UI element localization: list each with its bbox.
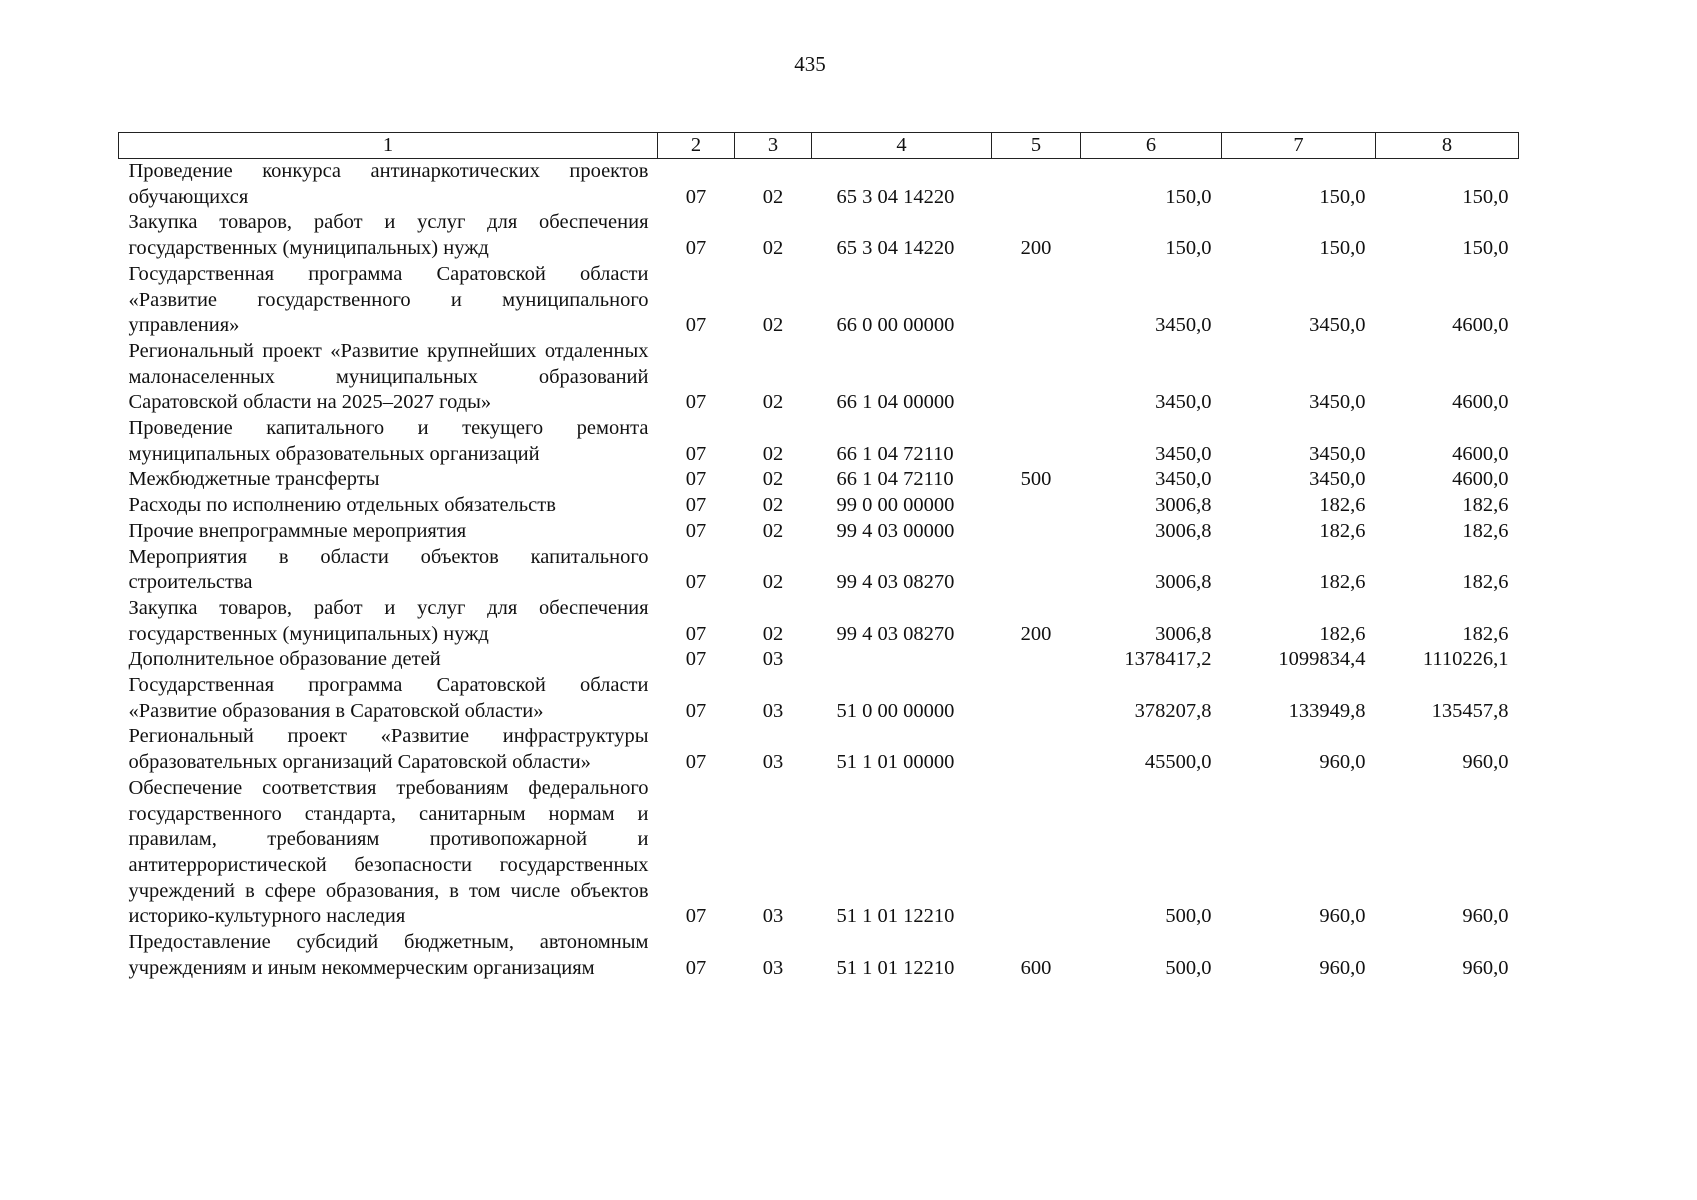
row-subsection: 03	[762, 905, 784, 928]
row-subsection: 02	[762, 237, 784, 260]
row-subsection: 02	[762, 391, 784, 414]
row-target-article: 66 1 04 00000	[836, 391, 955, 414]
table-row	[119, 673, 1519, 724]
row-amount-col8: 182,6	[1462, 571, 1509, 594]
row-expense-type	[992, 339, 1081, 416]
table-row	[119, 493, 1519, 519]
table-row	[119, 339, 1519, 416]
budget-table	[118, 132, 1519, 982]
row-name: Обеспечение соответствия требованиям федерального государственного стандарта, санитарным нормам и правилам, требованиям противопожарной и антитеррористической безопасности государственных учреждений в сфере образования, в том числе объектов историко-культурного наследия	[128, 776, 649, 928]
row-amount-col6: 3006,8	[1155, 571, 1212, 594]
header-col-4: 4	[812, 133, 992, 159]
row-amount-col6: 3450,0	[1155, 314, 1212, 337]
row-section: 07	[685, 751, 707, 774]
header-col-1: 1	[119, 133, 658, 159]
row-target-article: 66 1 04 72110	[836, 468, 954, 491]
row-amount-col7: 960,0	[1319, 905, 1366, 928]
row-amount-col7: 3450,0	[1309, 314, 1366, 337]
row-subsection: 02	[762, 571, 784, 594]
row-target-article: 65 3 04 14220	[836, 237, 955, 260]
table-row	[119, 467, 1519, 493]
row-name: Дополнительное образование детей	[128, 648, 441, 671]
row-amount-col8: 960,0	[1462, 905, 1509, 928]
header-col-3: 3	[735, 133, 812, 159]
row-amount-col6: 45500,0	[1144, 751, 1212, 774]
row-name: Закупка товаров, работ и услуг для обеспечения государственных (муниципальных) нужд	[128, 596, 649, 645]
row-subsection: 02	[762, 622, 784, 645]
row-amount-col8: 182,6	[1462, 519, 1509, 542]
header-row	[119, 133, 1519, 159]
row-amount-col7: 3450,0	[1309, 391, 1366, 414]
row-amount-col8: 182,6	[1462, 494, 1509, 517]
row-name: Расходы по исполнению отдельных обязательств	[128, 494, 556, 517]
row-name: Государственная программа Саратовской области «Развитие образования в Саратовской области»	[128, 674, 649, 722]
row-name: Региональный проект «Развитие инфраструктуры образовательных организаций Саратовской области»	[128, 725, 649, 774]
table-row	[119, 596, 1519, 647]
row-expense-type	[992, 262, 1081, 339]
row-section: 07	[685, 391, 707, 414]
row-name: Региональный проект «Развитие крупнейших отдаленных малонаселенных муниципальных образований Саратовской области на 2025–2027 годы»	[128, 339, 649, 414]
row-expense-type: 200	[1020, 237, 1052, 260]
row-amount-col7: 3450,0	[1309, 468, 1366, 491]
row-expense-type	[992, 776, 1081, 930]
header-col-8: 8	[1376, 133, 1519, 159]
row-expense-type	[992, 159, 1081, 211]
row-subsection: 03	[762, 648, 784, 671]
row-amount-col8: 150,0	[1462, 237, 1509, 260]
table-row	[119, 776, 1519, 930]
row-expense-type	[992, 724, 1081, 775]
table-row	[119, 159, 1519, 211]
row-expense-type	[992, 545, 1081, 596]
row-expense-type	[992, 493, 1081, 519]
table-body	[119, 159, 1519, 982]
row-amount-col7: 133949,8	[1288, 699, 1366, 722]
row-amount-col8: 960,0	[1462, 956, 1509, 979]
row-name: Прочие внепрограммные мероприятия	[128, 519, 467, 542]
row-subsection: 03	[762, 956, 784, 979]
row-amount-col8: 4600,0	[1452, 442, 1509, 465]
row-expense-type: 600	[1020, 956, 1052, 979]
row-target-article: 51 1 01 12210	[836, 905, 955, 928]
row-amount-col8: 135457,8	[1431, 699, 1509, 722]
row-amount-col6: 150,0	[1165, 237, 1212, 260]
row-expense-type	[992, 673, 1081, 724]
row-amount-col7: 3450,0	[1309, 442, 1366, 465]
row-target-article: 99 0 00 00000	[836, 494, 955, 517]
row-amount-col6: 3450,0	[1155, 442, 1212, 465]
row-section: 07	[685, 314, 707, 337]
row-expense-type: 500	[1020, 468, 1052, 491]
table-row	[119, 416, 1519, 467]
row-subsection: 02	[762, 185, 784, 208]
table-header	[119, 133, 1519, 159]
row-name: Закупка товаров, работ и услуг для обеспечения государственных (муниципальных) нужд	[128, 211, 649, 260]
row-name: Предоставление субсидий бюджетным, автономным учреждениям и иным некоммерческим организациям	[128, 931, 649, 979]
row-section: 07	[685, 185, 707, 208]
row-amount-col6: 150,0	[1165, 185, 1212, 208]
header-col-2: 2	[658, 133, 735, 159]
row-section: 07	[685, 237, 707, 260]
table-row	[119, 930, 1519, 981]
row-section: 07	[685, 622, 707, 645]
row-amount-col7: 150,0	[1319, 237, 1366, 260]
row-section: 07	[685, 442, 707, 465]
row-name: Проведение капитального и текущего ремонта муниципальных образовательных организаций	[128, 417, 649, 465]
row-amount-col6: 1378417,2	[1124, 648, 1212, 671]
header-col-7: 7	[1222, 133, 1376, 159]
row-amount-col8: 150,0	[1462, 185, 1509, 208]
row-amount-col6: 3006,8	[1155, 622, 1212, 645]
row-amount-col8: 182,6	[1462, 622, 1509, 645]
row-amount-col8: 1110226,1	[1422, 648, 1509, 671]
table-row	[119, 545, 1519, 596]
row-amount-col6: 3450,0	[1155, 468, 1212, 491]
row-amount-col7: 1099834,4	[1278, 648, 1366, 671]
row-section: 07	[685, 468, 707, 491]
row-section: 07	[685, 571, 707, 594]
row-expense-type	[992, 519, 1081, 545]
row-target-article: 51 1 01 12210	[836, 956, 955, 979]
row-expense-type	[992, 416, 1081, 467]
row-target-article: 65 3 04 14220	[836, 185, 955, 208]
row-name: Межбюджетные трансферты	[128, 468, 380, 491]
table-row	[119, 519, 1519, 545]
row-amount-col8: 4600,0	[1452, 468, 1509, 491]
row-name: Мероприятия в области объектов капитального строительства	[128, 545, 649, 594]
table-row	[119, 724, 1519, 775]
row-section: 07	[685, 956, 707, 979]
row-amount-col7: 182,6	[1319, 571, 1366, 594]
row-amount-col6: 378207,8	[1134, 699, 1212, 722]
row-expense-type: 200	[1020, 622, 1052, 645]
row-amount-col6: 3006,8	[1155, 494, 1212, 517]
row-subsection: 02	[762, 494, 784, 517]
row-expense-type	[992, 647, 1081, 673]
row-amount-col7: 960,0	[1319, 956, 1366, 979]
row-subsection: 02	[762, 519, 784, 542]
row-target-article: 99 4 03 08270	[836, 571, 955, 594]
header-col-5: 5	[992, 133, 1081, 159]
row-amount-col8: 4600,0	[1452, 314, 1509, 337]
table-row	[119, 647, 1519, 673]
row-amount-col7: 182,6	[1319, 622, 1366, 645]
row-subsection: 02	[762, 442, 784, 465]
row-name: Государственная программа Саратовской области «Развитие государственного и муниципального управления»	[128, 262, 649, 337]
row-target-article: 99 4 03 08270	[836, 622, 955, 645]
row-target-article: 99 4 03 00000	[836, 519, 955, 542]
row-subsection: 03	[762, 751, 784, 774]
row-amount-col6: 500,0	[1165, 956, 1212, 979]
row-amount-col6: 3006,8	[1155, 519, 1212, 542]
row-amount-col7: 182,6	[1319, 519, 1366, 542]
row-amount-col7: 150,0	[1319, 185, 1366, 208]
row-amount-col8: 960,0	[1462, 751, 1509, 774]
row-name: Проведение конкурса антинаркотических проектов обучающихся	[128, 160, 649, 208]
row-target-article: 66 1 04 72110	[836, 442, 954, 465]
row-amount-col7: 960,0	[1319, 751, 1366, 774]
row-amount-col7: 182,6	[1319, 494, 1366, 517]
table-row	[119, 210, 1519, 261]
row-section: 07	[685, 648, 707, 671]
row-subsection: 02	[762, 468, 784, 491]
page-number: 435	[794, 52, 826, 76]
row-target-article: 51 0 00 00000	[836, 699, 955, 722]
row-section: 07	[685, 905, 707, 928]
row-section: 07	[685, 494, 707, 517]
header-col-6: 6	[1081, 133, 1222, 159]
row-target-article	[812, 647, 992, 673]
row-target-article: 66 0 00 00000	[836, 314, 955, 337]
row-amount-col6: 3450,0	[1155, 391, 1212, 414]
row-section: 07	[685, 519, 707, 542]
row-section: 07	[685, 699, 707, 722]
row-amount-col6: 500,0	[1165, 905, 1212, 928]
row-amount-col8: 4600,0	[1452, 391, 1509, 414]
row-subsection: 03	[762, 699, 784, 722]
row-subsection: 02	[762, 314, 784, 337]
row-target-article: 51 1 01 00000	[836, 751, 955, 774]
table-row	[119, 262, 1519, 339]
